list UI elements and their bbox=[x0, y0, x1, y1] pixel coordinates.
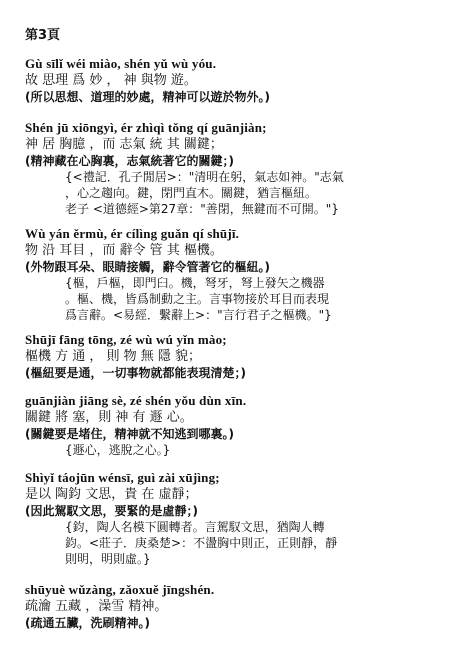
note-line: 。樞、機，皆爲制動之主。言事物接於耳目而表現 bbox=[65, 292, 330, 306]
verse-block-4 bbox=[25, 332, 440, 381]
translation-line: (樞紐要是通，一切事物就都能表現清楚；) bbox=[25, 366, 246, 380]
pinyin-line: Shūjī fāng tōng, zé wù wú yǐn mào; bbox=[25, 332, 227, 347]
pinyin-line: shūyuè wǔzàng, zǎoxuě jīngshén. bbox=[25, 582, 215, 597]
chinese-line: 樞機 方 通 ， 則 物 無 隱 貌； bbox=[25, 349, 202, 364]
verse-block-7 bbox=[25, 582, 440, 631]
verse-block-3 bbox=[25, 226, 440, 323]
note-line: {鈞，陶人名模下圓轉者。言駕馭文思，猶陶人轉 bbox=[65, 520, 325, 534]
verse-block-6 bbox=[25, 470, 440, 567]
note-line: {遯心，逃脫之心。} bbox=[65, 443, 171, 457]
translation-line: (疏通五臟，洗刷精神。) bbox=[25, 616, 150, 630]
chinese-line: 故 思理 爲 妙 ， 神 與物 遊。 bbox=[25, 73, 197, 88]
pinyin-line: Wù yán ěrmù, ér cílìng guǎn qí shūjī. bbox=[25, 226, 240, 241]
note-line: 鈞。<莊子．庚桑楚>：不盪胸中則正，正則靜，靜 bbox=[65, 536, 338, 550]
translation-line: (精神藏在心胸裏，志氣統著它的關鍵；) bbox=[25, 154, 234, 168]
verse-block-2 bbox=[25, 120, 440, 217]
translation-line: (外物跟耳朵、眼睛接觸，辭令管著它的樞紐。) bbox=[25, 260, 270, 274]
chinese-line: 物 沿 耳目 ，而 辭令 管 其 樞機。 bbox=[25, 243, 223, 258]
pinyin-line: Gù sīlǐ wéi miào, shén yǔ wù yóu. bbox=[25, 56, 217, 71]
note-line: 爲言辭。<易經．繫辭上>："言行君子之樞機。"} bbox=[65, 308, 332, 322]
note-line: {<禮記．孔子閒居>："清明在躬，氣志如神。"志氣 bbox=[65, 170, 344, 184]
pinyin-line: guānjiàn jiāng sè, zé shén yǒu dùn xīn. bbox=[25, 393, 247, 408]
pinyin-line: Shén jū xiōngyì, ér zhìqì tǒng qí guānjiàn; bbox=[25, 120, 267, 135]
pinyin-line: Shìyǐ táojūn wénsī, guì zài xūjìng; bbox=[25, 470, 220, 485]
verse-block-5 bbox=[25, 393, 440, 458]
note-line: 老子 <道德經>第27章："善閉，無鍵而不可開。"} bbox=[65, 202, 339, 216]
chinese-line: 疏瀹 五藏 ，澡雪 精神。 bbox=[25, 599, 168, 614]
translation-line: (關鍵要是堵住，精神就不知逃到哪裏。) bbox=[25, 427, 234, 441]
note-line: {樞，戶樞，即門臼。機，弩牙，弩上發矢之機器 bbox=[65, 276, 325, 290]
translation-line: (因此駕馭文思，要緊的是虛靜；) bbox=[25, 504, 198, 518]
note-line: ，心之趨向。鍵，閉門直木。關鍵，猶言樞紐。 bbox=[65, 186, 318, 200]
chinese-line: 關鍵 將 塞，則 神 有 遯 心。 bbox=[25, 410, 193, 425]
page-number: 第3頁 bbox=[25, 28, 61, 43]
note-line: 則明，明則虛。} bbox=[65, 552, 151, 566]
chinese-line: 神 居 胸臆 ，而 志氣 統 其 關鍵； bbox=[25, 137, 223, 152]
verse-block-1 bbox=[25, 56, 440, 105]
translation-line: (所以思想、道理的妙處，精神可以遊於物外。) bbox=[25, 90, 270, 104]
chinese-line: 是以 陶鈞 文思，貴 在 虛靜； bbox=[25, 487, 198, 502]
